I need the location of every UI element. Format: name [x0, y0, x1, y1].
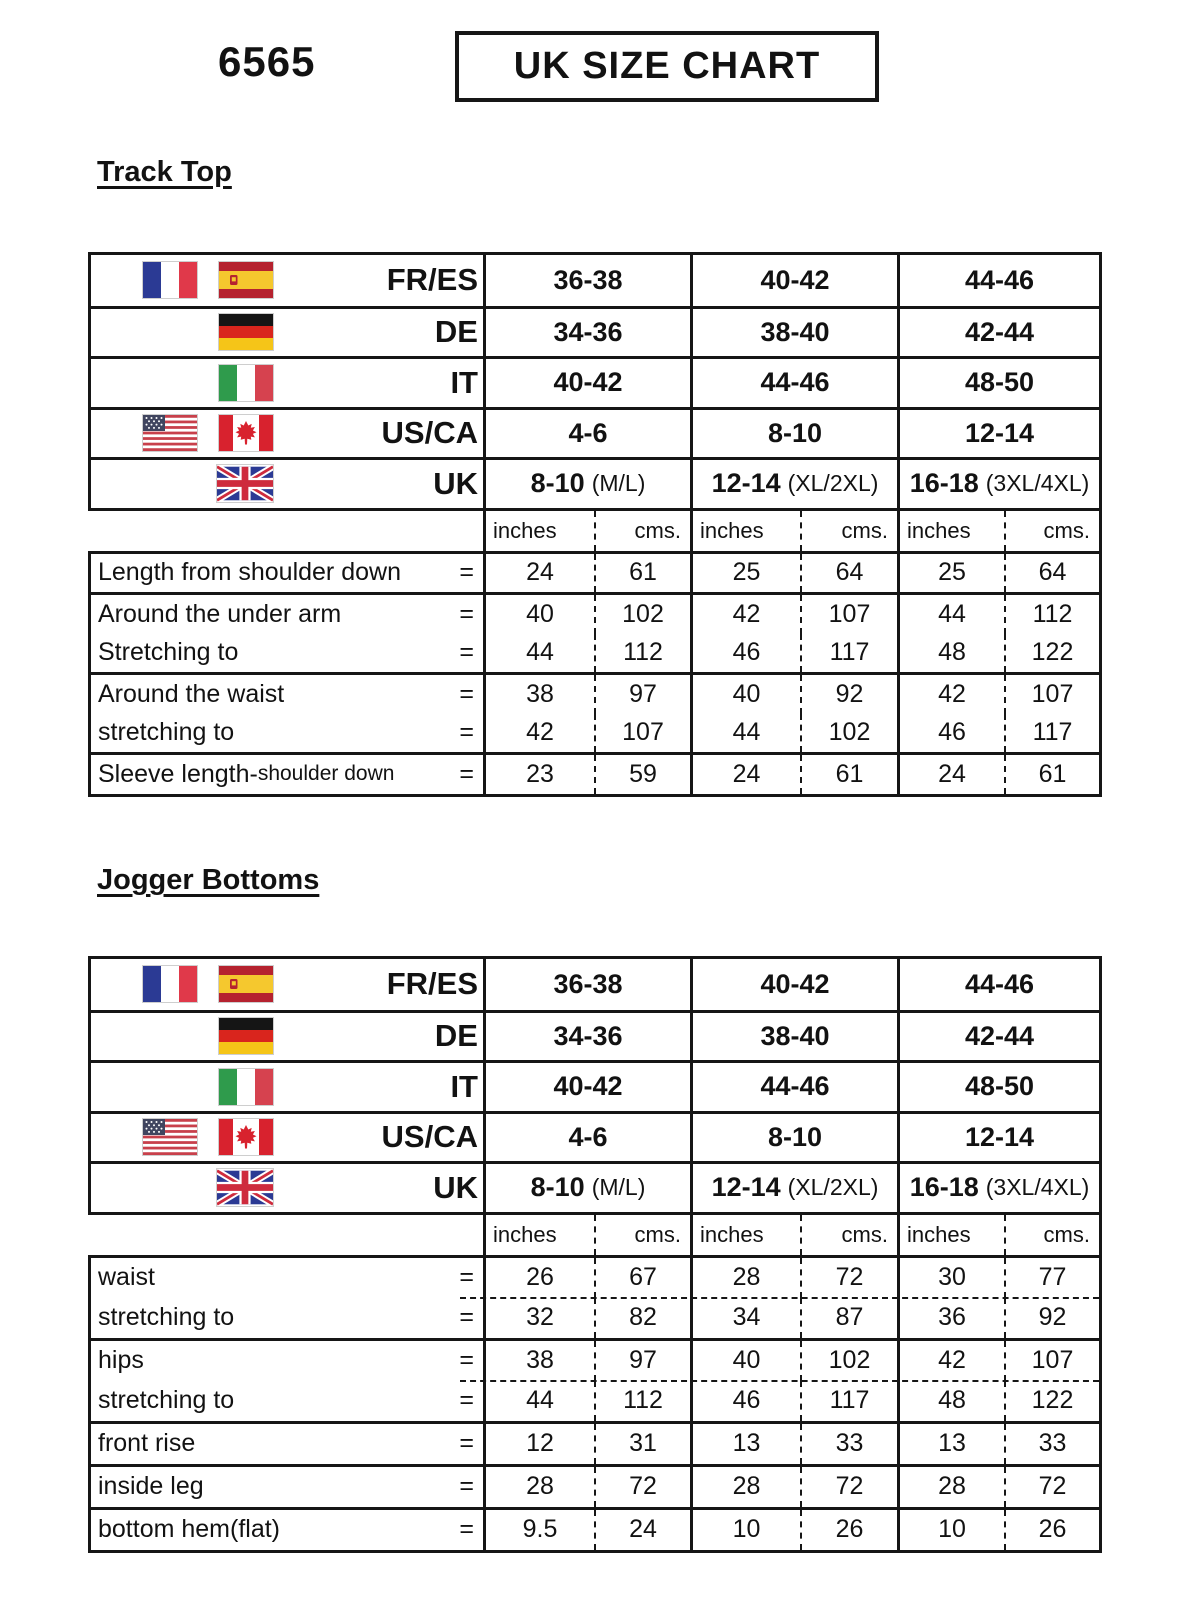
- measurement-value-cell: 92: [1004, 1298, 1099, 1338]
- size-range-cell: [897, 309, 1099, 357]
- size-range: 38-40: [760, 316, 830, 347]
- country-row-uk: [91, 457, 1099, 508]
- measurement-value-cell: 112: [594, 1381, 690, 1421]
- measurement-value-cell: 42: [483, 714, 594, 753]
- france-flag: [143, 262, 197, 298]
- measurement-value-cell: 67: [594, 1258, 690, 1298]
- measurement-group: [88, 752, 1102, 797]
- size-range: 8-10: [530, 1172, 585, 1203]
- measurement-label: inside leg: [98, 1472, 204, 1500]
- measurement-value-cell: 72: [1004, 1467, 1099, 1507]
- measurement-value-cell: 77: [1004, 1258, 1099, 1298]
- measurement-row: [91, 714, 1099, 753]
- size-range: 48-50: [964, 1071, 1035, 1102]
- title-box: [455, 31, 879, 102]
- size-range-cell: [483, 359, 690, 407]
- country-code-label: US/CA: [381, 1119, 478, 1155]
- unit-header-cms: cms.: [594, 1215, 690, 1255]
- measurement-row: [91, 755, 1099, 794]
- measurement-value-cell: 32: [483, 1298, 594, 1338]
- measurement-value-cell: 44: [897, 595, 1004, 634]
- size-range: 36-38: [553, 968, 623, 999]
- measurement-value-cell: 72: [800, 1467, 897, 1507]
- measurement-group: [88, 1338, 1102, 1421]
- unit-header-spacer: [88, 511, 483, 551]
- germany-flag: [219, 314, 273, 350]
- measurement-value-cell: 24: [483, 554, 594, 593]
- canada-flag: [219, 415, 273, 451]
- unit-header-spacer: [88, 1215, 483, 1255]
- size-range: 8-10: [767, 1121, 823, 1152]
- size-range: 40-42: [760, 264, 830, 295]
- country-code-label: DE: [434, 1018, 478, 1054]
- size-table-track-top: [88, 252, 1102, 797]
- country-row-fr-es: [91, 255, 1099, 306]
- uk-flag: [217, 1169, 273, 1206]
- measurement-value-cell: 38: [483, 1341, 594, 1381]
- measurement-value-cell: 33: [800, 1424, 897, 1464]
- measurement-row: [91, 1341, 1099, 1381]
- measurement-row: [91, 1510, 1099, 1550]
- size-range-cell: [483, 309, 690, 357]
- size-note: (M/L): [591, 470, 646, 497]
- size-range-cell: [483, 1013, 690, 1061]
- measurement-value-cell: 122: [1004, 1381, 1099, 1421]
- measurement-label: stretching to: [98, 1303, 235, 1331]
- germany-flag: [219, 1018, 273, 1054]
- equals-sign: =: [459, 1303, 474, 1331]
- size-range: 4-6: [568, 417, 608, 448]
- size-range: 40-42: [553, 367, 623, 398]
- usa-flag: [143, 415, 197, 451]
- measurement-value-cell: 48: [897, 1381, 1004, 1421]
- size-range-cell: [483, 410, 690, 458]
- italy-flag: [219, 1069, 273, 1105]
- country-label-cell: [91, 1013, 483, 1061]
- unit-header-cms: cms.: [1004, 511, 1099, 551]
- measurement-value-cell: 40: [483, 595, 594, 634]
- size-range-cell: [690, 309, 897, 357]
- section-heading-track-top: Track Top: [97, 156, 232, 188]
- measurement-group: [88, 1421, 1102, 1464]
- measurement-value-cell: 30: [897, 1258, 1004, 1298]
- uk-flag: [217, 465, 273, 502]
- size-range-cell: [483, 460, 690, 508]
- size-range-cell: [690, 359, 897, 407]
- measurement-row: [91, 1258, 1099, 1298]
- country-label-cell: [91, 1164, 483, 1212]
- country-code-label: US/CA: [381, 415, 478, 451]
- measurement-label-cell: [91, 595, 483, 634]
- size-range: 8-10: [767, 417, 823, 448]
- measurement-value-cell: 28: [483, 1467, 594, 1507]
- measurement-value-cell: 102: [800, 1341, 897, 1381]
- unit-header-cms: cms.: [800, 511, 897, 551]
- size-range: 12-14: [711, 468, 781, 499]
- measurement-value-cell: 42: [897, 1341, 1004, 1381]
- country-code-label: FR/ES: [386, 262, 478, 298]
- size-range-cell: [690, 410, 897, 458]
- size-range-cell: [897, 255, 1099, 306]
- country-label-cell: [91, 460, 483, 508]
- country-label-cell: [91, 959, 483, 1010]
- measurement-value-cell: 12: [483, 1424, 594, 1464]
- measurement-value-cell: 64: [1004, 554, 1099, 593]
- size-range: 4-6: [568, 1121, 608, 1152]
- measurement-label-cell: [91, 1298, 483, 1338]
- measurement-group: [88, 1464, 1102, 1507]
- size-range: 40-42: [760, 968, 830, 999]
- country-flags: [91, 1169, 273, 1206]
- measurement-label: front rise: [98, 1429, 196, 1457]
- size-range-cell: [483, 959, 690, 1010]
- unit-header-inches: inches: [690, 511, 800, 551]
- measurement-group: [88, 592, 1102, 672]
- country-row-it: [91, 356, 1099, 407]
- size-range-cell: [690, 959, 897, 1010]
- country-flags: [91, 314, 273, 350]
- unit-header-row: [88, 1212, 1102, 1255]
- measurement-value-cell: 26: [1004, 1510, 1099, 1550]
- measurement-value-cell: 72: [594, 1467, 690, 1507]
- size-range: 16-18: [909, 468, 979, 499]
- unit-header-cms: cms.: [800, 1215, 897, 1255]
- measurement-value-cell: 9.5: [483, 1510, 594, 1550]
- measurement-value-cell: 26: [800, 1510, 897, 1550]
- country-label-cell: [91, 309, 483, 357]
- size-range: 40-42: [553, 1071, 623, 1102]
- measurement-value-cell: 24: [690, 755, 800, 794]
- size-range-cell: [690, 1114, 897, 1162]
- country-code-label: UK: [433, 1169, 478, 1205]
- measurement-value-cell: 87: [800, 1298, 897, 1338]
- size-range-cell: [897, 1164, 1099, 1212]
- measurement-value-cell: 48: [897, 634, 1004, 673]
- unit-header-cms: cms.: [1004, 1215, 1099, 1255]
- measurement-group: [88, 1255, 1102, 1338]
- size-range-cell: [897, 1114, 1099, 1162]
- measurement-label-cell: [91, 1341, 483, 1381]
- measurement-value-cell: 82: [594, 1298, 690, 1338]
- measurement-row: [91, 1424, 1099, 1464]
- measurement-value-cell: 10: [690, 1510, 800, 1550]
- measurement-value-cell: 107: [1004, 1341, 1099, 1381]
- size-range-cell: [690, 1013, 897, 1061]
- size-range: 12-14: [964, 417, 1035, 448]
- country-row-us-ca: [91, 407, 1099, 458]
- country-code-label: DE: [434, 314, 478, 350]
- equals-sign: =: [459, 1386, 474, 1414]
- measurement-value-cell: 13: [690, 1424, 800, 1464]
- size-range-cell: [690, 1063, 897, 1111]
- equals-sign: =: [459, 1472, 474, 1500]
- country-row-uk: [91, 1161, 1099, 1212]
- product-code: 6565: [218, 38, 316, 85]
- measurement-value-cell: 23: [483, 755, 594, 794]
- country-flags: [91, 365, 273, 401]
- country-code-label: IT: [450, 1068, 478, 1104]
- measurement-value-cell: 13: [897, 1424, 1004, 1464]
- size-range-cell: [897, 410, 1099, 458]
- size-range: 44-46: [760, 367, 830, 398]
- measurement-value-cell: 34: [690, 1298, 800, 1338]
- measurement-value-cell: 117: [800, 1381, 897, 1421]
- size-range: 44-46: [760, 1071, 830, 1102]
- measurement-label-cell: [91, 1467, 483, 1507]
- measurement-label: bottom hem(flat): [98, 1515, 281, 1543]
- size-range: 36-38: [553, 264, 623, 295]
- measurement-label-cell: [91, 1424, 483, 1464]
- country-flags: [91, 1069, 273, 1105]
- measurement-value-cell: 97: [594, 1341, 690, 1381]
- equals-sign: =: [459, 1346, 474, 1374]
- measurement-value-cell: 44: [690, 714, 800, 753]
- unit-header-inches: inches: [690, 1215, 800, 1255]
- size-range-cell: [483, 1164, 690, 1212]
- france-flag: [143, 966, 197, 1002]
- measurement-value-cell: 42: [897, 675, 1004, 714]
- size-range-cell: [897, 1063, 1099, 1111]
- measurement-value-cell: 40: [690, 1341, 800, 1381]
- measurement-value-cell: 46: [690, 634, 800, 673]
- measurement-group: [88, 551, 1102, 593]
- dashed-row-divider: [460, 1380, 1099, 1382]
- measurement-row: [91, 1467, 1099, 1507]
- size-range-cell: [897, 1013, 1099, 1061]
- equals-sign: =: [459, 718, 474, 747]
- measurement-label-cell: [91, 1510, 483, 1550]
- size-range: 44-46: [964, 968, 1035, 999]
- equals-sign: =: [459, 1515, 474, 1543]
- usa-flag: [143, 1119, 197, 1155]
- size-range-cell: [690, 255, 897, 306]
- country-flags: [91, 1018, 273, 1054]
- country-code-label: FR/ES: [386, 966, 478, 1002]
- measurement-value-cell: 36: [897, 1298, 1004, 1338]
- measurement-value-cell: 117: [800, 634, 897, 673]
- measurement-label: stretching to: [98, 1386, 235, 1414]
- measurement-value-cell: 31: [594, 1424, 690, 1464]
- measurement-value-cell: 61: [594, 554, 690, 593]
- country-label-cell: [91, 410, 483, 458]
- measurement-value-cell: 102: [800, 714, 897, 753]
- size-note: (M/L): [591, 1174, 646, 1201]
- size-range: 48-50: [964, 367, 1035, 398]
- country-size-section: [88, 956, 1102, 1212]
- size-range-cell: [483, 1114, 690, 1162]
- measurement-value-cell: 59: [594, 755, 690, 794]
- size-range: 16-18: [909, 1172, 979, 1203]
- size-range-cell: [483, 255, 690, 306]
- equals-sign: =: [459, 1263, 474, 1291]
- country-label-cell: [91, 1063, 483, 1111]
- equals-sign: =: [459, 759, 474, 788]
- country-label-cell: [91, 255, 483, 306]
- measurement-value-cell: 28: [690, 1467, 800, 1507]
- size-range-cell: [897, 460, 1099, 508]
- measurement-value-cell: 72: [800, 1258, 897, 1298]
- measurement-label-cell: [91, 634, 483, 673]
- canada-flag: [219, 1119, 273, 1155]
- dashed-row-divider: [460, 1297, 1099, 1299]
- size-range: 44-46: [964, 264, 1035, 295]
- size-note: (3XL/4XL): [985, 1174, 1090, 1201]
- measurement-label: Around the waist: [98, 679, 285, 708]
- size-range: 12-14: [964, 1121, 1035, 1152]
- measurement-value-cell: 44: [483, 1381, 594, 1421]
- measurement-value-cell: 46: [897, 714, 1004, 753]
- country-flags: [91, 262, 273, 298]
- country-flags: [91, 465, 273, 502]
- size-range: 42-44: [964, 1020, 1035, 1051]
- section-heading-jogger-bottoms: Jogger Bottoms: [97, 864, 320, 896]
- size-range-cell: [897, 359, 1099, 407]
- country-size-section: [88, 252, 1102, 508]
- measurement-value-cell: 112: [594, 634, 690, 673]
- measurement-value-cell: 117: [1004, 714, 1099, 753]
- size-range: 34-36: [553, 316, 623, 347]
- measurement-value-cell: 44: [483, 634, 594, 673]
- measurement-value-cell: 24: [897, 755, 1004, 794]
- measurement-row: [91, 595, 1099, 634]
- equals-sign: =: [459, 599, 474, 628]
- measurement-value-cell: 25: [897, 554, 1004, 593]
- country-row-us-ca: [91, 1111, 1099, 1162]
- size-range-cell: [483, 1063, 690, 1111]
- size-range-cell: [897, 959, 1099, 1010]
- measurement-value-cell: 112: [1004, 595, 1099, 634]
- measurement-label-cell: [91, 675, 483, 714]
- measurement-label: Around the under arm: [98, 599, 342, 628]
- measurement-label-cell: [91, 714, 483, 753]
- country-label-cell: [91, 1114, 483, 1162]
- country-code-label: IT: [450, 364, 478, 400]
- country-row-it: [91, 1060, 1099, 1111]
- measurement-group: [88, 672, 1102, 752]
- equals-sign: =: [459, 679, 474, 708]
- size-range: 38-40: [760, 1020, 830, 1051]
- size-note: (3XL/4XL): [985, 470, 1090, 497]
- unit-header-inches: inches: [483, 1215, 594, 1255]
- size-note: (XL/2XL): [787, 470, 879, 497]
- measurement-value-cell: 61: [1004, 755, 1099, 794]
- equals-sign: =: [459, 558, 474, 587]
- measurement-row: [91, 675, 1099, 714]
- measurement-value-cell: 61: [800, 755, 897, 794]
- size-range-cell: [690, 460, 897, 508]
- size-note: (XL/2XL): [787, 1174, 879, 1201]
- measurement-label-small: shoulder down: [257, 762, 395, 786]
- measurement-value-cell: 92: [800, 675, 897, 714]
- measurement-value-cell: 28: [897, 1467, 1004, 1507]
- measurement-value-cell: 107: [1004, 675, 1099, 714]
- measurement-value-cell: 46: [690, 1381, 800, 1421]
- measurement-value-cell: 107: [594, 714, 690, 753]
- unit-header-inches: inches: [897, 1215, 1004, 1255]
- country-row-fr-es: [91, 959, 1099, 1010]
- measurement-label-cell: [91, 755, 483, 794]
- measurement-row: [91, 634, 1099, 673]
- country-flags: [91, 1119, 273, 1155]
- measurement-value-cell: 97: [594, 675, 690, 714]
- spain-flag: [219, 966, 273, 1002]
- measurement-label-cell: [91, 1381, 483, 1421]
- size-table-jogger-bottoms: [88, 956, 1102, 1553]
- measurement-value-cell: 102: [594, 595, 690, 634]
- measurement-value-cell: 40: [690, 675, 800, 714]
- measurement-label: Length from shoulder down: [98, 558, 401, 587]
- spain-flag: [219, 262, 273, 298]
- measurement-label: Stretching to: [98, 638, 239, 667]
- size-range: 12-14: [711, 1172, 781, 1203]
- country-row-de: [91, 306, 1099, 357]
- size-range: 34-36: [553, 1020, 623, 1051]
- page-title: UK SIZE CHART: [513, 45, 821, 87]
- measurement-label-cell: [91, 1258, 483, 1298]
- measurement-value-cell: 38: [483, 675, 594, 714]
- measurement-value-cell: 24: [594, 1510, 690, 1550]
- measurement-value-cell: 10: [897, 1510, 1004, 1550]
- measurement-label: stretching to: [98, 718, 235, 747]
- measurement-value-cell: 33: [1004, 1424, 1099, 1464]
- unit-header-inches: inches: [897, 511, 1004, 551]
- country-code-label: UK: [433, 465, 478, 501]
- measurement-label-cell: [91, 554, 483, 593]
- country-flags: [91, 415, 273, 451]
- size-range: 8-10: [530, 468, 585, 499]
- measurement-value-cell: 28: [690, 1258, 800, 1298]
- measurement-value-cell: 122: [1004, 634, 1099, 673]
- measurement-row: [91, 1298, 1099, 1338]
- country-flags: [91, 966, 273, 1002]
- measurement-label: Sleeve length-: [98, 759, 258, 788]
- size-range-cell: [690, 1164, 897, 1212]
- unit-header-inches: inches: [483, 511, 594, 551]
- measurement-value-cell: 64: [800, 554, 897, 593]
- measurement-label: hips: [98, 1346, 144, 1374]
- equals-sign: =: [459, 1429, 474, 1457]
- italy-flag: [219, 365, 273, 401]
- country-label-cell: [91, 359, 483, 407]
- size-range: 42-44: [964, 316, 1035, 347]
- unit-header-cms: cms.: [594, 511, 690, 551]
- measurement-value-cell: 107: [800, 595, 897, 634]
- country-row-de: [91, 1010, 1099, 1061]
- equals-sign: =: [459, 638, 474, 667]
- measurement-value-cell: 25: [690, 554, 800, 593]
- measurement-label: waist: [98, 1263, 155, 1291]
- measurement-value-cell: 26: [483, 1258, 594, 1298]
- measurement-group: [88, 1507, 1102, 1553]
- measurement-row: [91, 554, 1099, 593]
- measurement-row: [91, 1381, 1099, 1421]
- measurement-value-cell: 42: [690, 595, 800, 634]
- unit-header-row: [88, 508, 1102, 551]
